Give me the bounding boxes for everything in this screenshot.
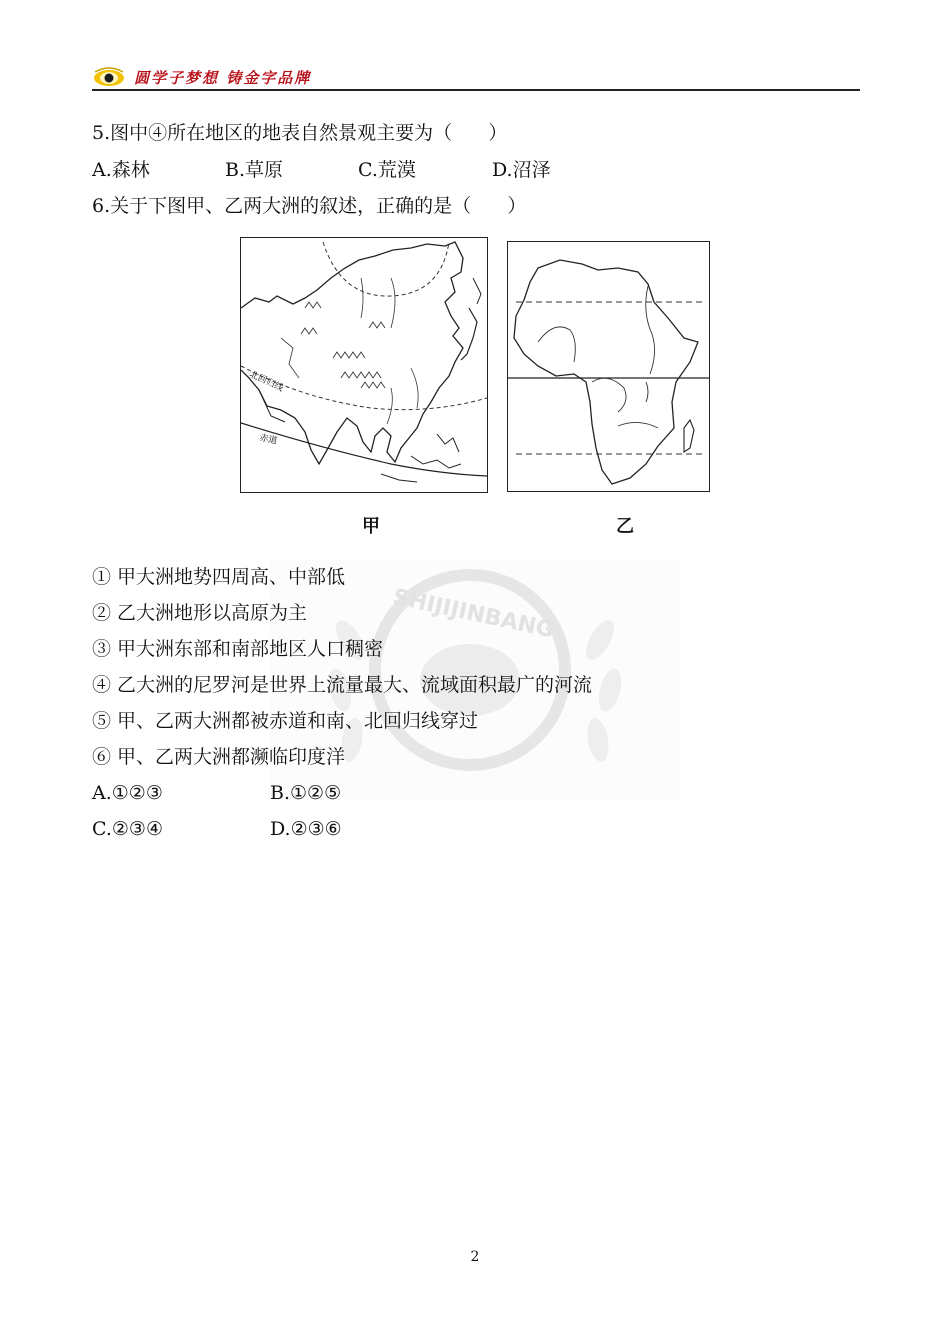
- question-5-stem: 5.图中④所在地区的地表自然景观主要为（ ）: [92, 122, 508, 144]
- q5-option-d: D.沼泽: [492, 159, 551, 181]
- q6-option-b: B.①②⑤: [270, 782, 342, 804]
- map-caption-right: 乙: [616, 516, 634, 537]
- africa-map-drawing: [508, 242, 709, 491]
- brand-logo-icon: [92, 66, 126, 88]
- page-number: 2: [470, 1249, 480, 1265]
- q5-option-c: C.荒漠: [358, 159, 416, 181]
- map-asia: [240, 237, 488, 493]
- q6-option-d: D.②③⑥: [270, 818, 342, 840]
- map-caption-left: 甲: [362, 516, 380, 537]
- q6-option-a: A.①②③: [92, 782, 163, 804]
- watermark-text: SHIJIJINBANG: [390, 584, 556, 644]
- q6-option-c: C.②③④: [92, 818, 163, 840]
- equator-label: 赤道: [258, 433, 279, 447]
- header-divider: [92, 89, 860, 91]
- q5-option-b: B.草原: [225, 159, 284, 181]
- q6-statement-5: ⑤ 甲、乙两大洲都被赤道和南、北回归线穿过: [92, 710, 479, 732]
- brand-slogan: 圆学子梦想 铸金字品牌: [134, 69, 312, 87]
- page-header: [92, 64, 860, 90]
- tropic-label: 北回归线: [247, 369, 285, 394]
- q6-statement-1: ① 甲大洲地势四周高、中部低: [92, 566, 346, 588]
- question-6-stem: 6.关于下图甲、乙两大洲的叙述，正确的是（ ）: [92, 195, 527, 217]
- map-africa: [507, 241, 710, 492]
- q6-statement-4: ④ 乙大洲的尼罗河是世界上流量最大、流域面积最广的河流: [92, 674, 593, 696]
- q6-statement-2: ② 乙大洲地形以高原为主: [92, 602, 308, 624]
- q6-statement-3: ③ 甲大洲东部和南部地区人口稠密: [92, 638, 384, 660]
- asia-map-drawing: [241, 238, 487, 492]
- q5-option-a: A.森林: [92, 159, 150, 181]
- q6-statement-6: ⑥ 甲、乙两大洲都濒临印度洋: [92, 746, 346, 768]
